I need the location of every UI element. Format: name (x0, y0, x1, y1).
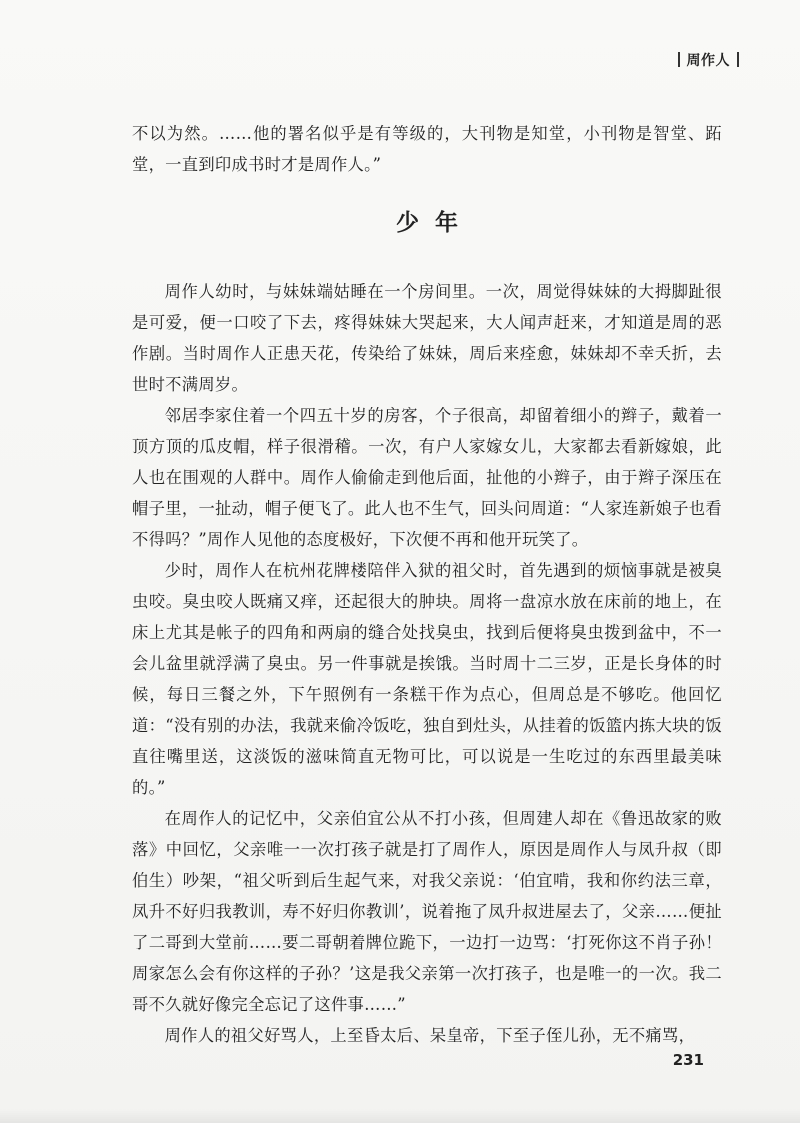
body-text (132, 118, 722, 1051)
paragraph: 少时，周作人在杭州花牌楼陪伴入狱的祖父时，首先遇到的烦恼事就是被臭虫咬。臭虫咬人既痛又痒，还起很大的肿块。周将一盘凉水放在床前的地上，在床上尤其是帐子的四角和两扇的缝合处找臭虫，找到后便将臭虫拨到盆中，不一会儿盆里就浮满了臭虫。另一件事就是挨饿。当时周十二三岁，正是长身体的时候，每日三餐之外，下午照例有一条糕干作为点心，但周总是不够吃。他回忆道：“没有别的办法，我就来偷冷饭吃，独自到灶头，从挂着的饭篮内拣大块的饭直往嘴里送，这淡饭的滋味简直无物可比，可以说是一生吃过的东西里最美味的。” (132, 561, 722, 797)
paragraph: 周作人的祖父好骂人，上至昏太后、呆皇帝，下至子侄儿孙，无不痛骂， (164, 1026, 696, 1045)
paragraph: 周作人幼时，与妹妹端姑睡在一个房间里。一次，周觉得妹妹的大拇脚趾很是可爱，便一口咬了下去，疼得妹妹大哭起来，大人闻声赶来，才知道是周的恶作剧。当时周作人正患天花，传染给了妹妹，周后来痊愈，妹妹却不幸夭折，去世时不满周岁。 (132, 282, 722, 394)
page-number: 231 (672, 1051, 704, 1069)
header-left-bar (678, 52, 680, 67)
header-right-bar (737, 52, 739, 67)
paragraph: 在周作人的记忆中，父亲伯宜公从不打小孩，但周建人却在《鲁迅故家的败落》中回忆，父亲唯一一次打孩子就是打了周作人，原因是周作人与凤升叔（即伯生）吵架，“祖父听到后生起气来，对我父亲说：‘伯宜啃，我和你约法三章，凤升不好归我教训，寿不好归你教训’，说着拖了凤升叔进屋去了，父亲……便扯了二哥到大堂前……要二哥朝着牌位跪下，一边打一边骂：‘打死你这不肖子孙！周家怎么会有你这样的子孙？’这是我父亲第一次打孩子，也是唯一的一次。我二哥不久就好像完全忘记了这件事……” (132, 809, 722, 1014)
section-title: 少年 (396, 210, 474, 236)
running-title: 周作人 (686, 53, 730, 69)
paragraph: 邻居李家住着一个四五十岁的房客，个子很高，却留着细小的辫子，戴着一顶方顶的瓜皮帽，样子很滑稽。一次，有户人家嫁女儿，大家都去看新嫁娘，此人也在围观的人群中。周作人偷偷走到他后面，扯他的小辫子，由于辫子深压在帽子里，一扯动，帽子便飞了。此人也不生气，回头问周道：“人家连新娘子也看不得吗？”周作人见他的态度极好，下次便不再和他开玩笑了。 (132, 406, 722, 549)
running-header (671, 50, 747, 70)
page-bottom-edge (0, 1109, 800, 1123)
continued-paragraph: 不以为然。……他的署名似乎是有等级的，大刊物是知堂，小刊物是智堂、跖堂，一直到印成书时才是周作人。” (132, 124, 722, 174)
